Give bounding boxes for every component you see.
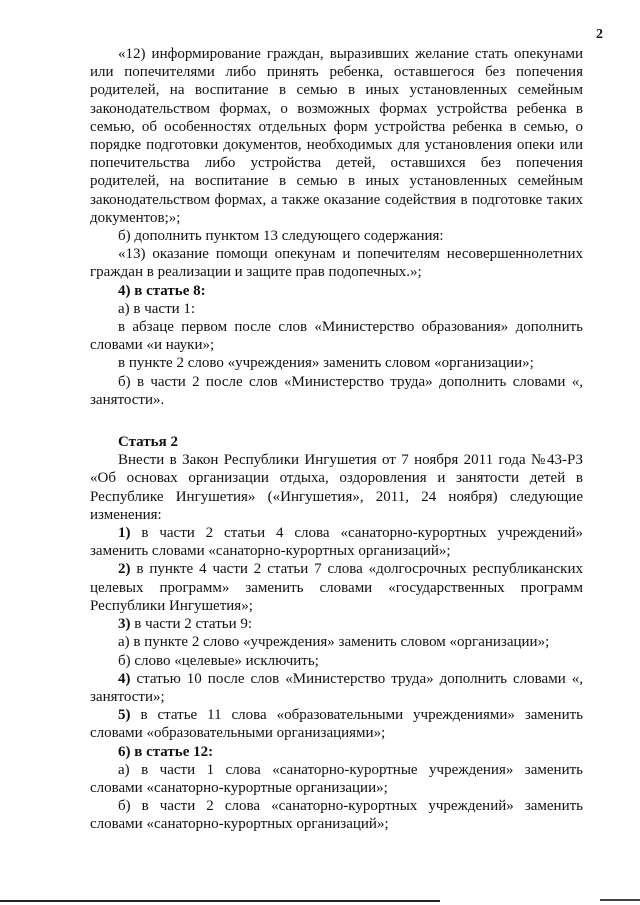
item-number: 3) <box>118 616 131 633</box>
scan-edge-mark <box>600 899 640 901</box>
paragraph-change-2 <box>90 560 583 615</box>
paragraph-item-13: «13) оказание помощи опекунам и попечителям несовершеннолетних граждан в реализации и защите прав подопечных.»; <box>90 246 583 281</box>
item-number: 4) в статье 8: <box>118 282 206 299</box>
paragraph-point-2: в пункте 2 слово «учреждения» заменить словом «организации»; <box>118 355 534 372</box>
paragraph-change-3 <box>90 615 583 633</box>
paragraph-change-4 <box>90 670 583 706</box>
paragraph-change-1 <box>90 524 583 560</box>
paragraph-part-2: б) в части 2 после слов «Министерство труда» дополнить словами «, занятости». <box>90 373 583 408</box>
scan-edge-line <box>0 900 440 902</box>
paragraph-change-6 <box>90 743 583 761</box>
paragraph-article-8 <box>90 282 583 300</box>
item-text: в части 2 статьи 9: <box>130 616 253 633</box>
item-text: в части 2 статьи 4 слова «санаторно-курортных учреждений» заменить словами «санаторно-курортных организаций»; <box>90 525 583 560</box>
paragraph-change-6a: а) в части 1 слова «санаторно-курортные учреждения» заменить словами «санаторно-курортные организации»; <box>90 761 583 796</box>
paragraph-add-item-13: б) дополнить пунктом 13 следующего содержания: <box>118 228 444 245</box>
item-number: 2) <box>118 561 131 578</box>
paragraph-first-abzac: в абзаце первом после слов «Министерство образования» дополнить словами «и науки»; <box>90 319 583 354</box>
document-body <box>90 45 583 834</box>
item-number: 1) <box>118 525 131 542</box>
item-number: 6) в статье 12: <box>118 743 214 760</box>
item-number: 5) <box>118 707 131 724</box>
paragraph-part-1: а) в части 1: <box>118 300 196 317</box>
item-text: статью 10 после слов «Министерство труда» дополнить словами «, занятости»; <box>90 670 583 705</box>
page-number: 2 <box>596 27 603 42</box>
article-heading: Статья 2 <box>118 434 178 451</box>
item-text: в статье 11 слова «образовательными учреждениями» заменить словами «образовательными организациями»; <box>90 707 583 742</box>
item-number: 4) <box>118 670 131 687</box>
paragraph-change-5 <box>90 706 583 742</box>
item-text: в пункте 4 части 2 статьи 7 слова «долгосрочных республиканских целевых программ» заменить словами «государственных программ Республики Ингушетия»; <box>90 561 583 614</box>
paragraph-change-3b: б) слово «целевые» исключить; <box>118 652 319 669</box>
paragraph-law-intro: Внести в Закон Республики Ингушетия от 7 ноября 2011 года №43-РЗ «Об основах организации отдыха, оздоровления и занятости детей в Республике Ингушетия» («Ингушетия», 2011, 24 ноября) следующие изменения: <box>90 452 583 523</box>
paragraph-change-3a: а) в пункте 2 слово «учреждения» заменить словом «организации»; <box>118 634 550 651</box>
paragraph-change-6b: б) в части 2 слова «санаторно-курортных учреждений» заменить словами «санаторно-курортных организаций»; <box>90 798 583 833</box>
paragraph-item-12: «12) информирование граждан, выразивших желание стать опекунами или попечителями либо принять ребенка, оставшегося без попечения родителей, на воспитание в семью в иных установленных семейным законодательством формах, о возможных формах устройства ребенка в семью, об особенностях отдельных форм устройства ребенка в семью, о порядке подготовки документов, необходимых для установления опеки или попечительства либо устройства детей, оставшихся без попечения родителей, на воспитание в семью в иных установленных семейным законодательством формах, а также оказание содействия в подготовке таких документов;»; <box>90 46 583 226</box>
